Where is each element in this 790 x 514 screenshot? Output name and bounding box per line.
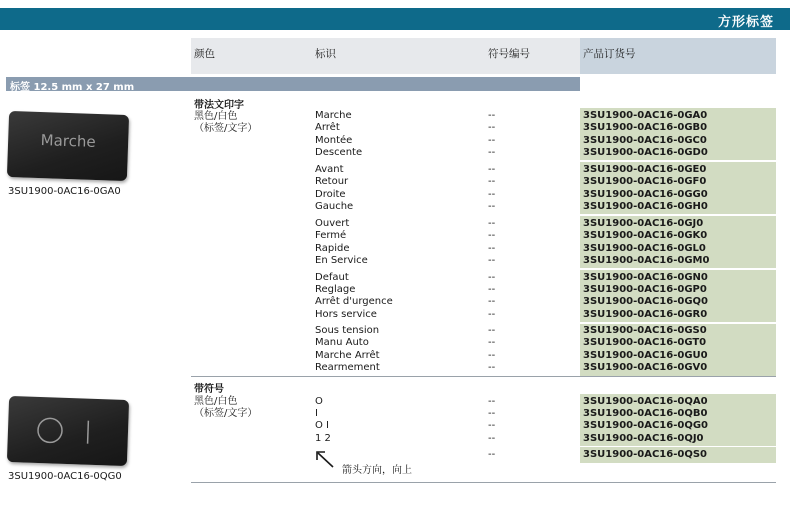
- row-label: Rearmement: [315, 362, 380, 373]
- row-label: Reglage: [315, 284, 356, 295]
- row-label: Sous tension: [315, 325, 380, 336]
- header-bar: [0, 8, 790, 30]
- row-symbol: --: [488, 284, 496, 295]
- arrow-up-left-icon: [314, 449, 336, 469]
- row-symbol: --: [488, 201, 496, 212]
- row-symbol: --: [488, 350, 496, 361]
- row-order: 3SU1900-0AC16-0GD0: [583, 147, 708, 158]
- row-label: Retour: [315, 176, 349, 187]
- color-line-2: （标签/文字）: [194, 408, 258, 419]
- row-label: Fermé: [315, 230, 347, 241]
- row-order: 3SU1900-0AC16-0GG0: [583, 189, 708, 200]
- row-order: 3SU1900-0AC16-0GS0: [583, 325, 707, 336]
- row-label: Defaut: [315, 272, 349, 283]
- column-header-order: 产品订货号: [583, 48, 636, 60]
- row-order: 3SU1900-0AC16-0GU0: [583, 350, 708, 361]
- row-order: 3SU1900-0AC16-0GN0: [583, 272, 708, 283]
- label-image-marche: [7, 111, 129, 181]
- row-order: 3SU1900-0AC16-0QS0: [583, 449, 707, 460]
- page-title: 方形标签: [717, 15, 774, 30]
- row-order: 3SU1900-0AC16-0GA0: [583, 110, 708, 121]
- row-symbol: --: [488, 189, 496, 200]
- group-title-symbol: 带符号: [194, 384, 224, 395]
- group-title-text: 带法文印字: [194, 100, 244, 111]
- row-symbol: --: [488, 230, 496, 241]
- group-divider: [191, 376, 776, 377]
- row-order: 3SU1900-0AC16-0GC0: [583, 135, 707, 146]
- row-label: En Service: [315, 255, 368, 266]
- row-symbol: --: [488, 164, 496, 175]
- column-header-color: 颜色: [194, 48, 215, 60]
- row-symbol: --: [488, 176, 496, 187]
- row-order: 3SU1900-0AC16-0GM0: [583, 255, 710, 266]
- row-symbol: --: [488, 122, 496, 133]
- color-line-1: 黑色/白色: [194, 396, 238, 407]
- row-label: Hors service: [315, 309, 377, 320]
- row-order: 3SU1900-0AC16-0QB0: [583, 408, 708, 419]
- row-order: 3SU1900-0AC16-0QJ0: [583, 433, 704, 444]
- row-label: 1 2: [315, 433, 331, 444]
- row-label: Avant: [315, 164, 344, 175]
- row-label: I: [315, 408, 318, 419]
- section-title: 标签 12.5 mm x 27 mm: [10, 82, 135, 93]
- row-order: 3SU1900-0AC16-0QG0: [583, 420, 708, 431]
- row-symbol: --: [488, 135, 496, 146]
- row-label: Manu Auto: [315, 337, 369, 348]
- row-label: O: [315, 396, 323, 407]
- row-order: 3SU1900-0AC16-0GT0: [583, 337, 707, 348]
- row-order: 3SU1900-0AC16-0GP0: [583, 284, 707, 295]
- row-order: 3SU1900-0AC16-0GE0: [583, 164, 707, 175]
- row-order: 3SU1900-0AC16-0GV0: [583, 362, 708, 373]
- label-image-oi: [7, 396, 129, 466]
- row-symbol: --: [488, 255, 496, 266]
- color-line-2: （标签/文字）: [194, 123, 258, 134]
- color-line-1: 黑色/白色: [194, 111, 238, 122]
- row-label: Marche Arrêt: [315, 350, 380, 361]
- row-symbol: --: [488, 449, 496, 460]
- row-symbol: --: [488, 420, 496, 431]
- image-caption-text: 3SU1900-0AC16-0GA0: [8, 186, 121, 197]
- row-symbol: --: [488, 325, 496, 336]
- row-symbol: --: [488, 408, 496, 419]
- label-image-text: Marche: [40, 131, 96, 151]
- row-label: Ouvert: [315, 218, 350, 229]
- table-bottom-rule: [191, 482, 776, 483]
- row-order: 3SU1900-0AC16-0GB0: [583, 122, 708, 133]
- row-label: Arrêt d'urgence: [315, 296, 393, 307]
- row-order: 3SU1900-0AC16-0GH0: [583, 201, 708, 212]
- row-symbol: --: [488, 218, 496, 229]
- row-order: 3SU1900-0AC16-0GJ0: [583, 218, 704, 229]
- row-order: 3SU1900-0AC16-0QA0: [583, 396, 708, 407]
- row-label: O I: [315, 420, 329, 431]
- row-symbol: --: [488, 337, 496, 348]
- row-symbol: --: [488, 296, 496, 307]
- column-header-label: 标识: [315, 48, 336, 60]
- row-symbol: --: [488, 243, 496, 254]
- row-label: Marche: [315, 110, 352, 121]
- row-symbol: --: [488, 272, 496, 283]
- row-order: 3SU1900-0AC16-0GL0: [583, 243, 706, 254]
- row-label: Montée: [315, 135, 353, 146]
- row-order: 3SU1900-0AC16-0GF0: [583, 176, 707, 187]
- row-label: Descente: [315, 147, 363, 158]
- row-label: Rapide: [315, 243, 350, 254]
- row-symbol: --: [488, 433, 496, 444]
- row-order: 3SU1900-0AC16-0GR0: [583, 309, 708, 320]
- row-order: 3SU1900-0AC16-0GQ0: [583, 296, 708, 307]
- row-label: Arrêt: [315, 122, 340, 133]
- column-header-symbol: 符号编号: [488, 48, 530, 60]
- row-symbol: --: [488, 147, 496, 158]
- row-symbol: --: [488, 396, 496, 407]
- row-label: Droite: [315, 189, 346, 200]
- arrow-direction-note: 箭头方向，向上: [342, 465, 412, 476]
- row-symbol: --: [488, 110, 496, 121]
- row-symbol: --: [488, 309, 496, 320]
- row-label: Gauche: [315, 201, 354, 212]
- row-symbol: --: [488, 362, 496, 373]
- row-order: 3SU1900-0AC16-0GK0: [583, 230, 708, 241]
- image-caption-symbol: 3SU1900-0AC16-0QG0: [8, 471, 122, 482]
- o-i-symbol-icon: [7, 396, 129, 466]
